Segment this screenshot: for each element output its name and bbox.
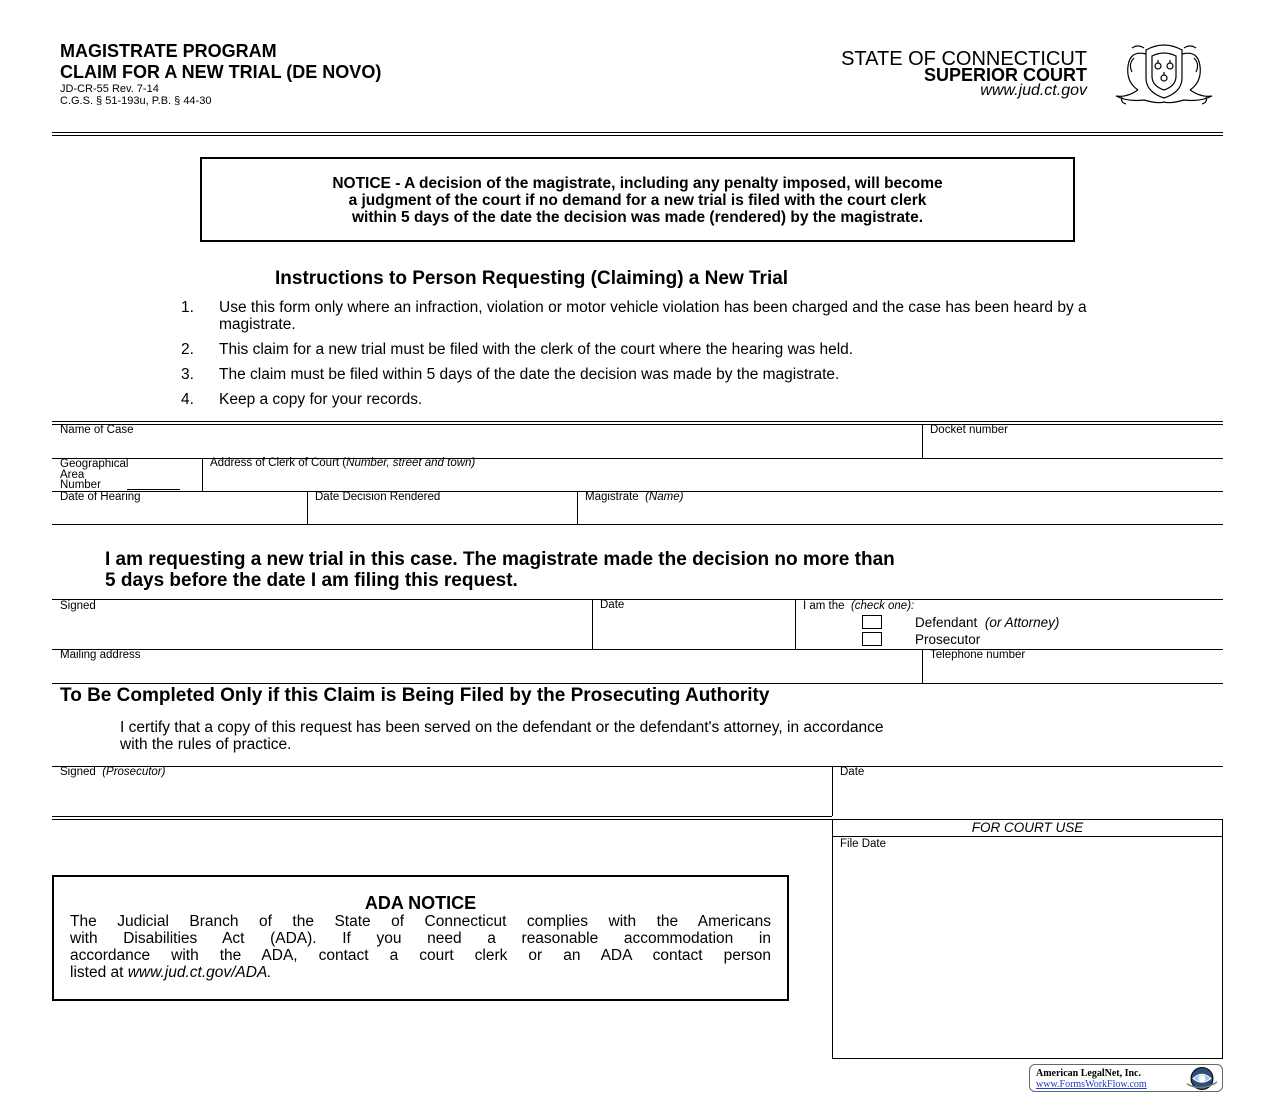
grid-top-rule-2 (52, 424, 1223, 425)
grid-col-rule (922, 424, 923, 458)
sig-col-rule (922, 649, 923, 683)
notice-line-2: a judgment of the court if no demand for a new trial is filed with the court clerk (348, 192, 927, 209)
state-seal-icon (1108, 40, 1220, 110)
sig-col-rule (592, 599, 593, 649)
prosecutor-checkbox[interactable] (862, 632, 882, 646)
instructions-list (181, 299, 1121, 408)
form-id: JD-CR-55 Rev. 7-14 (60, 83, 159, 95)
defendant-label: Defendant (or Attorney) (915, 615, 1060, 630)
ada-link-line: listed at www.jud.ct.gov/ADA. (70, 964, 272, 981)
grid-top-rule (52, 421, 1223, 422)
court-use-box (832, 819, 1223, 1059)
sig-rule (52, 683, 1223, 684)
court-name: SUPERIOR COURT (923, 65, 1087, 85)
telephone-field[interactable]: Telephone number (930, 649, 1026, 661)
header-divider (52, 132, 1223, 133)
prosecutor-signed-field[interactable]: Signed (Prosecutor) (60, 766, 166, 778)
request-statement: I am requesting a new trial in this case. The magistrate made the decision no more than 5 days before the date I am filing this request. (105, 549, 895, 591)
pros-rule (52, 819, 832, 820)
notice-box (200, 157, 1075, 242)
date-decision-field[interactable]: Date Decision Rendered (315, 491, 441, 503)
court-use-title: FOR COURT USE (833, 820, 1222, 837)
magistrate-field[interactable]: Magistrate (Name) (585, 491, 684, 503)
signed-field[interactable]: Signed (60, 600, 96, 612)
i-am-the-label: I am the (check one): (803, 600, 915, 612)
grid-col-rule (307, 491, 308, 524)
instructions-heading: Instructions to Person Requesting (Claiming) a New Trial (275, 268, 789, 289)
statute-reference: C.G.S. § 51-193u, P.B. § 44-30 (60, 95, 212, 107)
legalnet-url[interactable]: www.FormsWorkFlow.com (1036, 1079, 1147, 1090)
prosecutor-date-field[interactable]: Date (840, 766, 865, 778)
ada-body: The Judicial Branch of the State of Connecticut complies with the Americans with Disabilities Act (ADA). If you need a reasonable accommodation in accordance with the ADA, contact a court clerk or an ADA contact person (70, 913, 771, 964)
grid-col-rule (577, 491, 578, 524)
geo-area-label-2: Area (60, 469, 85, 481)
file-date-field[interactable]: File Date (840, 838, 887, 850)
instruction-item: 1. Use this form only where an infraction, violation or motor vehicle violation has been charged and the case has been heard by a magistrate. (181, 299, 1087, 333)
instruction-item: 4. Keep a copy for your records. (181, 391, 423, 408)
grid-row-rule (52, 524, 1223, 525)
ada-link[interactable]: www.jud.ct.gov/ADA. (127, 964, 272, 981)
defendant-checkbox[interactable] (862, 615, 882, 629)
instruction-item: 3. The claim must be filed within 5 days of the date the decision was made by the magistrate. (181, 366, 840, 383)
geo-area-label-1: Geographical (60, 458, 129, 470)
program-name: MAGISTRATE PROGRAM (60, 41, 277, 61)
form-title: CLAIM FOR A NEW TRIAL (DE NOVO) (60, 62, 382, 82)
sig-rule (52, 599, 1223, 600)
pros-col-rule (832, 766, 833, 816)
name-of-case-field[interactable]: Name of Case (60, 424, 134, 436)
instruction-item: 2. This claim for a new trial must be filed with the clerk of the court where the hearing was held. (181, 341, 854, 358)
court-website[interactable]: www.jud.ct.gov (980, 82, 1087, 99)
address-clerk-field[interactable]: Address of Clerk of Court (Number, street and town) (210, 457, 476, 469)
grid-col-rule (202, 458, 203, 491)
certify-statement: I certify that a copy of this request has been served on the defendant or the defendant's attorney, in accordance with the rules of practice. (120, 719, 884, 753)
prosecutor-label: Prosecutor (915, 632, 981, 647)
mailing-address-field[interactable]: Mailing address (60, 649, 141, 661)
date-of-hearing-field[interactable]: Date of Hearing (60, 491, 141, 503)
sig-rule (52, 649, 1223, 650)
notice-line-3: within 5 days of the date the decision was made (rendered) by the magistrate. (351, 209, 924, 226)
geo-area-number-field[interactable] (127, 489, 180, 490)
pros-rule (52, 816, 832, 817)
pros-rule (52, 766, 1223, 767)
geo-area-label-3: Number (60, 479, 101, 491)
legalnet-company: American LegalNet, Inc. (1036, 1068, 1141, 1079)
header-divider-2 (52, 135, 1223, 136)
docket-number-field[interactable]: Docket number (930, 424, 1008, 436)
state-name: STATE OF CONNECTICUT (841, 48, 1087, 70)
legalnet-logo[interactable] (1029, 1064, 1223, 1092)
globe-icon (1185, 1066, 1219, 1091)
date-field[interactable]: Date (600, 599, 625, 611)
notice-line-1: NOTICE - A decision of the magistrate, including any penalty imposed, will become (332, 175, 943, 192)
ada-title: ADA NOTICE (364, 893, 477, 913)
sig-col-rule (795, 599, 796, 649)
prosecuting-heading: To Be Completed Only if this Claim is Being Filed by the Prosecuting Authority (60, 685, 770, 706)
ada-notice-box (52, 875, 789, 1001)
